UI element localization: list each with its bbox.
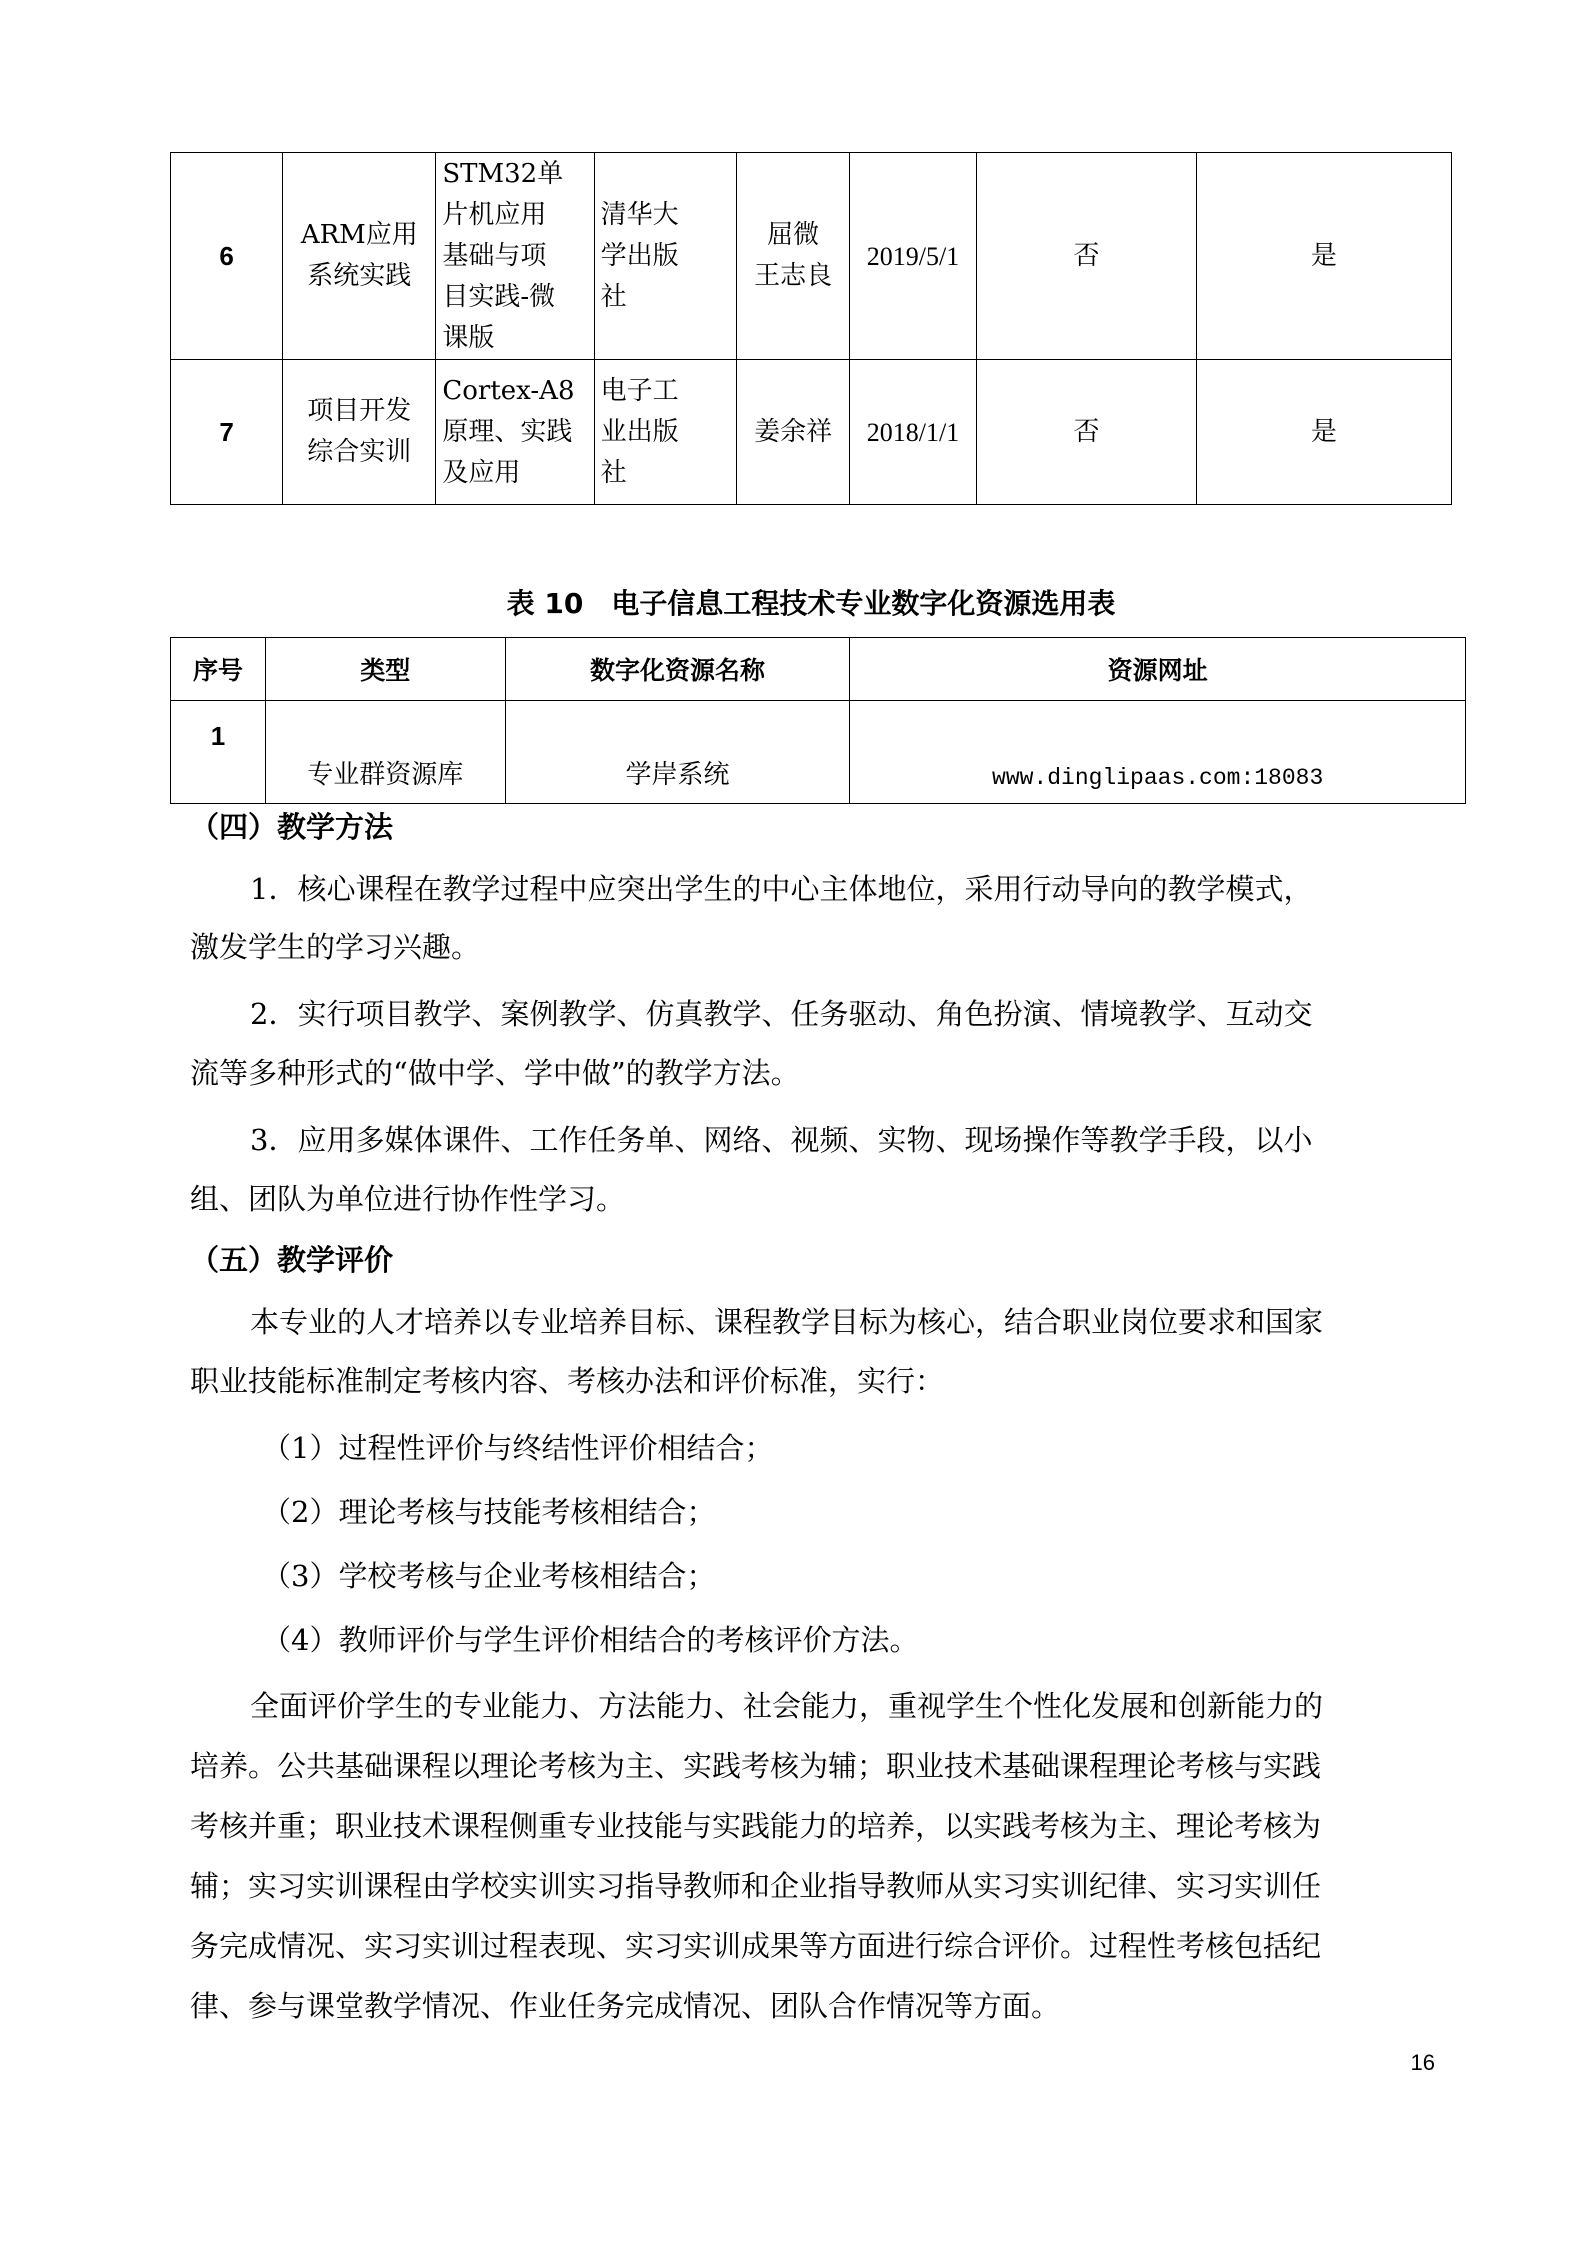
col8-value: 是 [1196, 360, 1451, 505]
evaluation-list-item: （1）过程性评价与终结性评价相结合； [262, 1431, 774, 1465]
row-number: 6 [171, 153, 283, 360]
header-cell: 数字化资源名称 [505, 638, 850, 701]
header-cell: 类型 [265, 638, 505, 701]
method-item-3-line2: 组、团队为单位进行协作性学习。 [190, 1182, 626, 1216]
method-item-2-line1: 2．实行项目教学、案例教学、仿真教学、任务驱动、角色扮演、情境教学、互动交 [250, 997, 1313, 1031]
method-item-1-line1: 1．核心课程在教学过程中应突出学生的中心主体地位，采用行动导向的教学模式， [250, 872, 1313, 906]
col8-value: 是 [1196, 153, 1451, 360]
closing-line: 考核并重；职业技术课程侧重专业技能与实践能力的培养，以实践考核为主、理论考核为 [190, 1809, 1322, 1843]
resource-name: 学岸系统 [505, 701, 850, 804]
evaluation-list-item: （4）教师评价与学生评价相结合的考核评价方法。 [262, 1623, 919, 1657]
author: 屈微 王志良 [737, 153, 849, 360]
resource-url: www.dinglipaas.com:18083 [850, 701, 1466, 804]
closing-line: 务完成情况、实习实训过程表现、实习实训成果等方面进行综合评价。过程性考核包括纪 [190, 1929, 1322, 1963]
evaluation-list-item: （2）理论考核与技能考核相结合； [262, 1495, 716, 1529]
course-name: 项目开发 综合实训 [283, 360, 436, 505]
method-item-1-line2: 激发学生的学习兴趣。 [190, 930, 481, 964]
method-item-2-line2: 流等多种形式的“做中学、学中做”的教学方法。 [190, 1056, 800, 1090]
col7-value: 否 [977, 153, 1196, 360]
book-title: Cortex-A8 原理、实践 及应用 [436, 360, 594, 505]
section-heading-teaching-methods: （四）教学方法 [190, 810, 394, 844]
publisher: 电子工 业出版 社 [594, 360, 737, 505]
textbook-table [170, 152, 1452, 505]
book-title: STM32单 片机应用 基础与项 目实践-微 课版 [436, 153, 594, 360]
method-item-3-line1: 3．应用多媒体课件、工作任务单、网络、视频、实物、现场操作等教学手段，以小 [250, 1123, 1313, 1157]
author: 姜余祥 [737, 360, 849, 505]
section-heading-teaching-evaluation: （五）教学评价 [190, 1243, 394, 1277]
col7-value: 否 [977, 360, 1196, 505]
publish-date: 2019/5/1 [849, 153, 977, 360]
closing-line: 律、参与课堂教学情况、作业任务完成情况、团队合作情况等方面。 [190, 1989, 1061, 2023]
evaluation-list-item: （3）学校考核与企业考核相结合； [262, 1559, 716, 1593]
header-cell: 资源网址 [850, 638, 1466, 701]
course-name: ARM应用 系统实践 [283, 153, 436, 360]
table-row [171, 360, 1452, 505]
table-row [171, 153, 1452, 360]
table-caption: 表 10 电子信息工程技术专业数字化资源选用表 [506, 587, 1116, 620]
table-row [171, 701, 1466, 804]
table-header-row [171, 638, 1466, 701]
resource-type: 专业群资源库 [265, 701, 505, 804]
page-number: 16 [1410, 2050, 1435, 2075]
closing-line: 全面评价学生的专业能力、方法能力、社会能力，重视学生个性化发展和创新能力的 [250, 1689, 1324, 1723]
row-number: 1 [171, 701, 266, 804]
header-cell: 序号 [171, 638, 266, 701]
closing-line: 培养。公共基础课程以理论考核为主、实践考核为辅；职业技术基础课程理论考核与实践 [190, 1749, 1322, 1783]
publish-date: 2018/1/1 [849, 360, 977, 505]
digital-resource-table [170, 637, 1466, 804]
evaluation-intro-line2: 职业技能标准制定考核内容、考核办法和评价标准，实行： [190, 1364, 945, 1398]
evaluation-intro-line1: 本专业的人才培养以专业培养目标、课程教学目标为核心，结合职业岗位要求和国家 [250, 1305, 1324, 1339]
closing-line: 辅；实习实训课程由学校实训实习指导教师和企业指导教师从实习实训纪律、实习实训任 [190, 1869, 1322, 1903]
row-number: 7 [171, 360, 283, 505]
publisher: 清华大 学出版 社 [594, 153, 737, 360]
